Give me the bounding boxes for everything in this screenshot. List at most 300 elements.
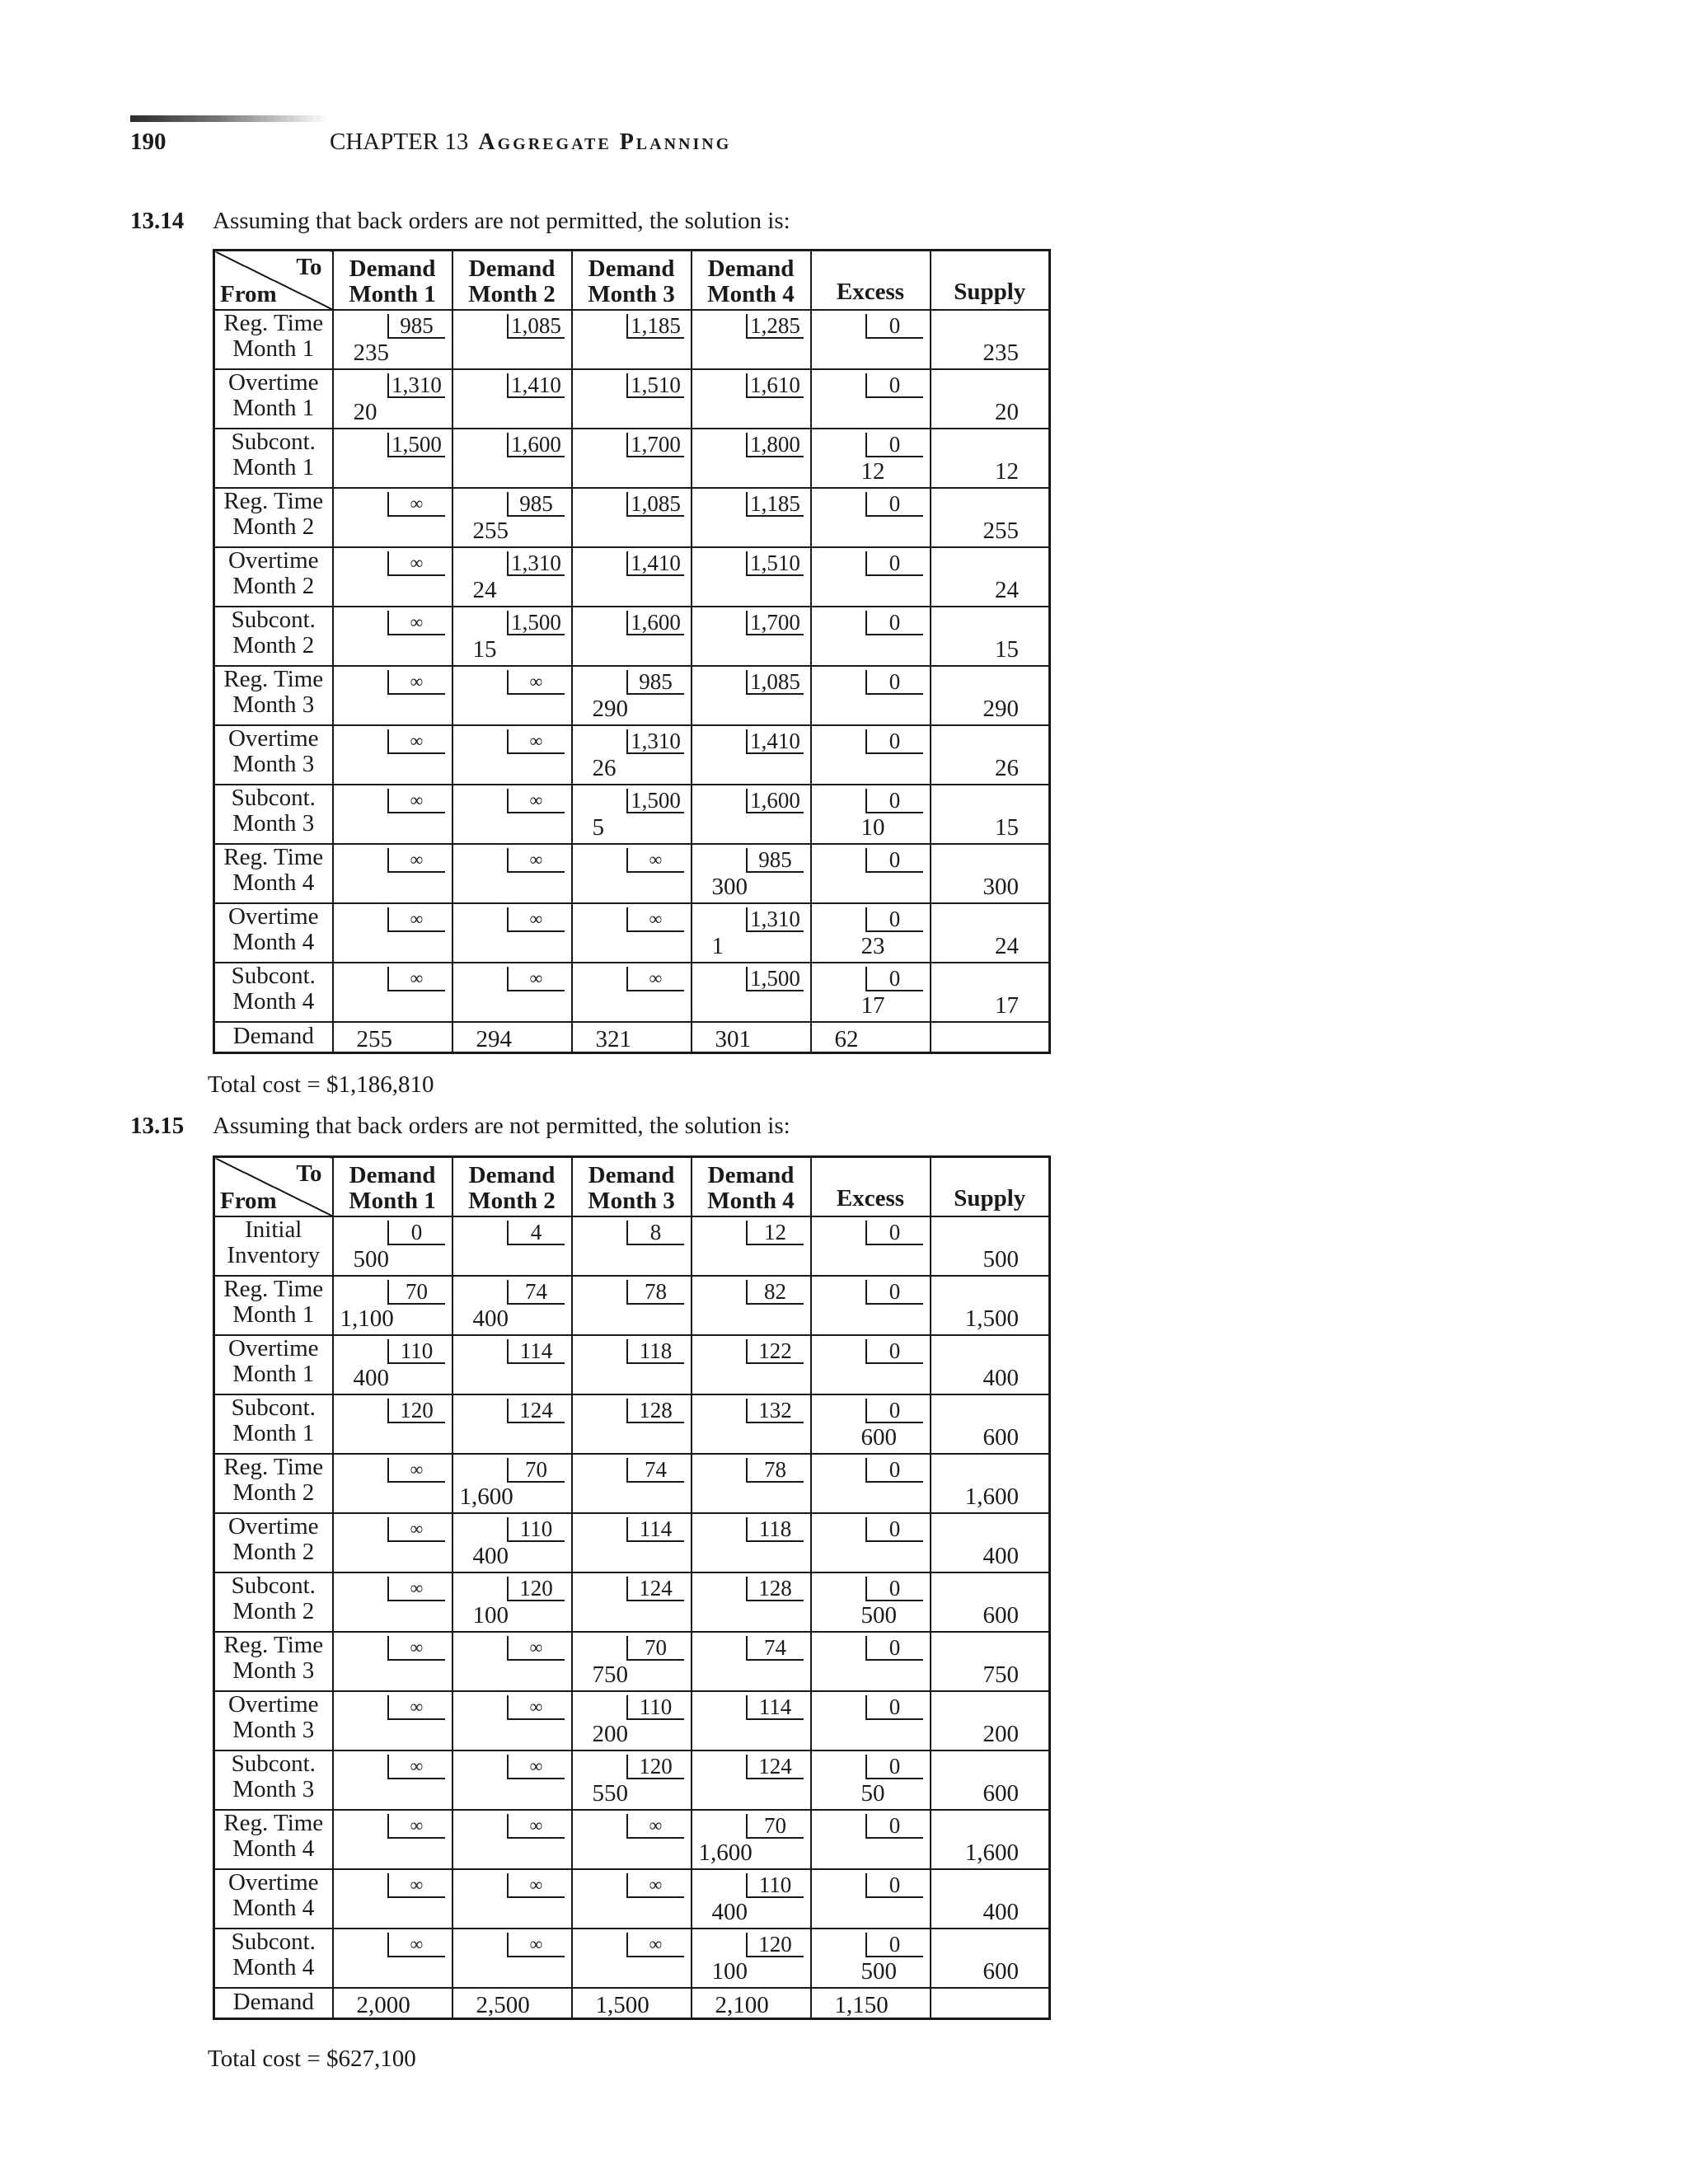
column-header-line2: Month 1 [349,280,436,307]
unit-cost: 0 [865,1577,923,1601]
row-label [214,1691,333,1750]
table-row [214,725,1050,785]
allocation: 750 [592,1661,628,1688]
table-cell [692,1394,811,1454]
unit-cost: ∞ [387,1933,445,1957]
page-number: 190 [130,129,166,155]
supply-value: 24 [995,932,1019,959]
table-cell [811,1454,931,1513]
supply-value: 255 [982,517,1019,544]
unit-cost: ∞ [387,1695,445,1720]
allocation: 300 [711,873,748,900]
table-cell [333,1216,452,1276]
demand-cell [452,1022,572,1053]
table-cell [452,1216,572,1276]
column-header-line2: Supply [954,279,1026,306]
table-row [214,1869,1050,1929]
row-label-line2: Month 2 [232,1597,315,1624]
unit-cost: 1,310 [507,551,565,576]
table-cell [452,488,572,547]
supply-cell [931,1394,1050,1454]
table-cell [333,488,452,547]
problem-text: Assuming that back orders are not permitted, the solution is: [213,1113,790,1139]
table-cell [333,785,452,844]
unit-cost: 1,600 [746,789,804,813]
table-cell [572,963,692,1022]
unit-cost: 0 [865,1280,923,1305]
table-cell [452,1632,572,1691]
column-header-line1: Demand [468,1161,556,1188]
empty-cell [931,1022,1050,1053]
supply-cell [931,310,1050,369]
unit-cost: ∞ [387,551,445,576]
table-row [214,369,1050,429]
supply-value: 1,600 [964,1839,1019,1866]
allocation: 17 [860,991,885,1019]
table-cell [572,1810,692,1869]
unit-cost: 70 [626,1636,684,1661]
table-cell [333,725,452,785]
table-cell [572,903,692,963]
row-label [214,607,333,666]
table-cell [333,1572,452,1632]
row-label-line2: Month 1 [232,1360,315,1387]
unit-cost: 114 [626,1517,684,1542]
table-row [214,1691,1050,1750]
unit-cost: 70 [507,1458,565,1483]
corner-from-label: From [220,280,277,307]
unit-cost: 1,700 [746,611,804,635]
column-header-line2: Excess [836,1185,905,1212]
unit-cost: ∞ [626,1873,684,1898]
column-header-line2: Month 2 [468,1187,556,1214]
table-cell [692,1454,811,1513]
table-row [214,1216,1050,1276]
table-cell [692,1750,811,1810]
supply-cell [931,1632,1050,1691]
table-cell [452,1454,572,1513]
table-cell [333,1691,452,1750]
unit-cost: 78 [746,1458,804,1483]
table-cell [692,310,811,369]
unit-cost: 0 [865,1933,923,1957]
demand-value: 62 [834,1025,859,1052]
unit-cost: 1,410 [746,729,804,754]
unit-cost: 1,185 [746,492,804,517]
table-cell [452,1513,572,1572]
table-cell [692,844,811,903]
table-cell [811,666,931,725]
column-header-line1: Demand [707,255,795,282]
unit-cost: 124 [746,1755,804,1779]
column-header-line1: Demand [588,1161,675,1188]
supply-cell [931,963,1050,1022]
column-header [452,1157,572,1216]
unit-cost: 0 [865,492,923,517]
row-label-line1: Subcont. [231,428,316,455]
unit-cost: 1,085 [626,492,684,517]
row-label-line1: Subcont. [231,962,316,989]
table-cell [692,1632,811,1691]
row-label-line2: Month 3 [232,691,315,718]
unit-cost: 1,185 [626,314,684,339]
allocation: 255 [472,517,509,544]
total-cost-13-14: Total cost = $1,186,810 [208,1071,434,1098]
allocation: 26 [592,754,617,781]
table-cell [452,1810,572,1869]
unit-cost: ∞ [387,1814,445,1839]
unit-cost: 1,500 [746,967,804,991]
table-cell [572,488,692,547]
row-label-line1: Subcont. [231,606,316,633]
allocation: 12 [860,457,885,485]
demand-cell [811,1022,931,1053]
allocation: 1,600 [459,1483,513,1510]
column-header-line2: Month 1 [349,1187,436,1214]
unit-cost: 118 [746,1517,804,1542]
unit-cost: 0 [865,967,923,991]
unit-cost: 120 [746,1933,804,1957]
table-cell [333,1276,452,1335]
row-label [214,725,333,785]
table-cell [452,725,572,785]
unit-cost: 122 [746,1339,804,1364]
unit-cost: ∞ [387,1755,445,1779]
demand-row [214,1988,1050,2019]
row-label [214,666,333,725]
unit-cost: 0 [865,1814,923,1839]
table-cell [572,1216,692,1276]
table-cell [692,1335,811,1394]
demand-cell [811,1988,931,2019]
allocation: 500 [353,1245,389,1272]
unit-cost: 110 [507,1517,565,1542]
row-label [214,547,333,607]
column-header-line2: Month 2 [468,280,556,307]
table-cell [811,1216,931,1276]
row-label-line1: Subcont. [231,784,316,811]
supply-cell [931,844,1050,903]
allocation: 400 [353,1364,389,1391]
row-label [214,1513,333,1572]
unit-cost: 1,600 [626,611,684,635]
table-cell [452,607,572,666]
supply-value: 15 [995,813,1019,841]
unit-cost: 4 [507,1221,565,1245]
demand-cell [333,1988,452,2019]
table-cell [572,1276,692,1335]
table-cell [333,1394,452,1454]
row-label-line2: Month 1 [232,1301,315,1328]
allocation: 1 [711,932,724,959]
unit-cost: ∞ [387,967,445,991]
row-label-line2: Month 3 [232,750,315,777]
table-cell [572,785,692,844]
supply-cell [931,725,1050,785]
row-label [214,1276,333,1335]
table-cell [333,1929,452,1988]
supply-value: 600 [982,1423,1019,1451]
corner-to-label: To [296,1160,322,1187]
table-cell [811,903,931,963]
row-label [214,310,333,369]
table-row [214,785,1050,844]
column-header-line2: Supply [954,1185,1026,1212]
table-cell [333,903,452,963]
unit-cost: 0 [865,433,923,457]
table-row [214,1572,1050,1632]
unit-cost: 82 [746,1280,804,1305]
table-cell [452,844,572,903]
table-cell [811,547,931,607]
row-label [214,429,333,488]
unit-cost: ∞ [387,1636,445,1661]
row-label [214,1632,333,1691]
supply-value: 600 [982,1779,1019,1807]
row-label-line1: Overtime [227,1868,319,1896]
table-row [214,844,1050,903]
row-label-line1: Overtime [227,1690,319,1718]
demand-cell [452,1988,572,2019]
unit-cost: 1,800 [746,433,804,457]
unit-cost: 0 [865,1873,923,1898]
unit-cost: 0 [865,670,923,695]
table-cell [811,1513,931,1572]
supply-cell [931,903,1050,963]
unit-cost: 1,085 [507,314,565,339]
supply-value: 200 [982,1720,1019,1747]
row-label-line2: Month 1 [232,335,315,362]
table-cell [333,1513,452,1572]
unit-cost: 70 [387,1280,445,1305]
demand-value: 2,100 [715,1991,769,2018]
allocation: 15 [472,635,497,663]
table-cell [333,1454,452,1513]
supply-cell [931,369,1050,429]
row-label-line1: Reg. Time [223,1453,324,1480]
table-cell [692,1216,811,1276]
table-cell [452,1335,572,1394]
supply-value: 600 [982,1601,1019,1629]
supply-value: 12 [995,457,1019,485]
allocation: 400 [472,1542,509,1569]
table-cell [692,785,811,844]
unit-cost: ∞ [387,1873,445,1898]
row-label [214,1810,333,1869]
supply-value: 290 [982,695,1019,722]
row-label [214,1869,333,1929]
supply-cell [931,488,1050,547]
table-cell [572,369,692,429]
unit-cost: ∞ [507,907,565,932]
unit-cost: 0 [865,611,923,635]
problem-number: 13.15 [130,1113,185,1139]
row-label-line2: Month 2 [232,631,315,658]
row-label-line1: Reg. Time [223,1275,324,1302]
unit-cost: 0 [865,729,923,754]
table-cell [572,1394,692,1454]
row-label-line1: Subcont. [231,1572,316,1599]
table-row [214,903,1050,963]
unit-cost: ∞ [387,848,445,873]
allocation: 24 [472,576,497,603]
table-cell [811,725,931,785]
table-cell [572,1869,692,1929]
table-cell [692,607,811,666]
problem-13-14-statement [130,208,790,235]
unit-cost: 985 [507,492,565,517]
demand-value: 1,150 [834,1991,889,2018]
unit-cost: 128 [626,1399,684,1423]
chapter-title: Aggregate Planning [478,129,732,155]
supply-cell [931,666,1050,725]
table-cell [692,429,811,488]
row-label [214,1572,333,1632]
unit-cost: ∞ [626,1933,684,1957]
supply-cell [931,1691,1050,1750]
unit-cost: ∞ [507,1814,565,1839]
row-label-line2: Month 2 [232,1479,315,1506]
allocation: 200 [592,1720,628,1747]
table-cell [692,1869,811,1929]
table-row [214,666,1050,725]
unit-cost: 0 [387,1221,445,1245]
table-cell [572,310,692,369]
table-cell [572,547,692,607]
table-cell [333,1335,452,1394]
supply-value: 400 [982,1898,1019,1925]
supply-value: 750 [982,1661,1019,1688]
row-label [214,369,333,429]
table-cell [692,963,811,1022]
table-cell [452,1691,572,1750]
table-row [214,1276,1050,1335]
table-cell [811,785,931,844]
unit-cost: 120 [507,1577,565,1601]
demand-cell [572,1988,692,2019]
allocation: 550 [592,1779,628,1807]
table-cell [452,963,572,1022]
row-label [214,1394,333,1454]
row-label-line1: Subcont. [231,1394,316,1421]
demand-value: 321 [595,1025,631,1052]
unit-cost: 114 [507,1339,565,1364]
table-row [214,963,1050,1022]
unit-cost: 0 [865,907,923,932]
row-label-line2: Month 2 [232,1538,315,1565]
supply-value: 1,500 [964,1305,1019,1332]
row-label-line2: Month 2 [232,572,315,599]
column-header-line2: Month 3 [588,1187,675,1214]
unit-cost: ∞ [387,492,445,517]
demand-cell [692,1022,811,1053]
row-label-line2: Month 3 [232,1716,315,1743]
unit-cost: 0 [865,1636,923,1661]
table-cell [452,1276,572,1335]
chapter-label: CHAPTER 13 [330,129,469,155]
row-label [214,903,333,963]
column-header [692,1157,811,1216]
unit-cost: ∞ [387,1517,445,1542]
unit-cost: 70 [746,1814,804,1839]
table-cell [452,1572,572,1632]
table-cell [333,607,452,666]
table-cell [811,1632,931,1691]
table-cell [333,666,452,725]
row-label [214,1216,333,1276]
table-row [214,488,1050,547]
demand-value: 301 [715,1025,751,1052]
row-label [214,1335,333,1394]
unit-cost: 1,410 [626,551,684,576]
allocation: 10 [860,813,885,841]
table-cell [692,1572,811,1632]
table-cell [811,1929,931,1988]
unit-cost: 74 [507,1280,565,1305]
table-cell [452,1929,572,1988]
row-label-line1: Overtime [227,902,319,930]
unit-cost: 1,500 [626,789,684,813]
table-cell [811,369,931,429]
table-cell [811,1810,931,1869]
corner-cell [214,251,333,310]
problem-number: 13.14 [130,208,185,234]
chapter-heading [330,129,731,156]
row-label-line2: Month 1 [232,1419,315,1446]
row-label-line1: Overtime [227,546,319,574]
supply-cell [931,1810,1050,1869]
unit-cost: ∞ [626,907,684,932]
unit-cost: 1,410 [507,373,565,398]
unit-cost: 120 [387,1399,445,1423]
unit-cost: ∞ [387,611,445,635]
allocation: 1,600 [698,1839,753,1866]
table-cell [692,488,811,547]
unit-cost: 0 [865,551,923,576]
table-cell [572,725,692,785]
supply-cell [931,607,1050,666]
allocation: 50 [860,1779,885,1807]
table-row [214,1513,1050,1572]
allocation: 400 [711,1898,748,1925]
table-cell [811,310,931,369]
table-cell [811,488,931,547]
table-cell [452,310,572,369]
row-label-line1: Subcont. [231,1750,316,1777]
table-cell [811,963,931,1022]
total-cost-13-15: Total cost = $627,100 [208,2046,416,2072]
demand-cell [692,1988,811,2019]
table-cell [811,607,931,666]
supply-value: 20 [995,398,1019,425]
column-header [692,251,811,310]
row-label-line1: Reg. Time [223,665,324,692]
table-row [214,429,1050,488]
unit-cost: 114 [746,1695,804,1720]
supply-cell [931,1572,1050,1632]
unit-cost: 118 [626,1339,684,1364]
unit-cost: ∞ [507,848,565,873]
unit-cost: 1,310 [626,729,684,754]
row-label-line2: Month 4 [232,987,315,1015]
table-row [214,607,1050,666]
table-cell [692,1691,811,1750]
unit-cost: ∞ [387,729,445,754]
column-header [811,251,931,310]
corner-cell [214,1157,333,1216]
row-label-line1: Reg. Time [223,1809,324,1836]
table-cell [333,310,452,369]
